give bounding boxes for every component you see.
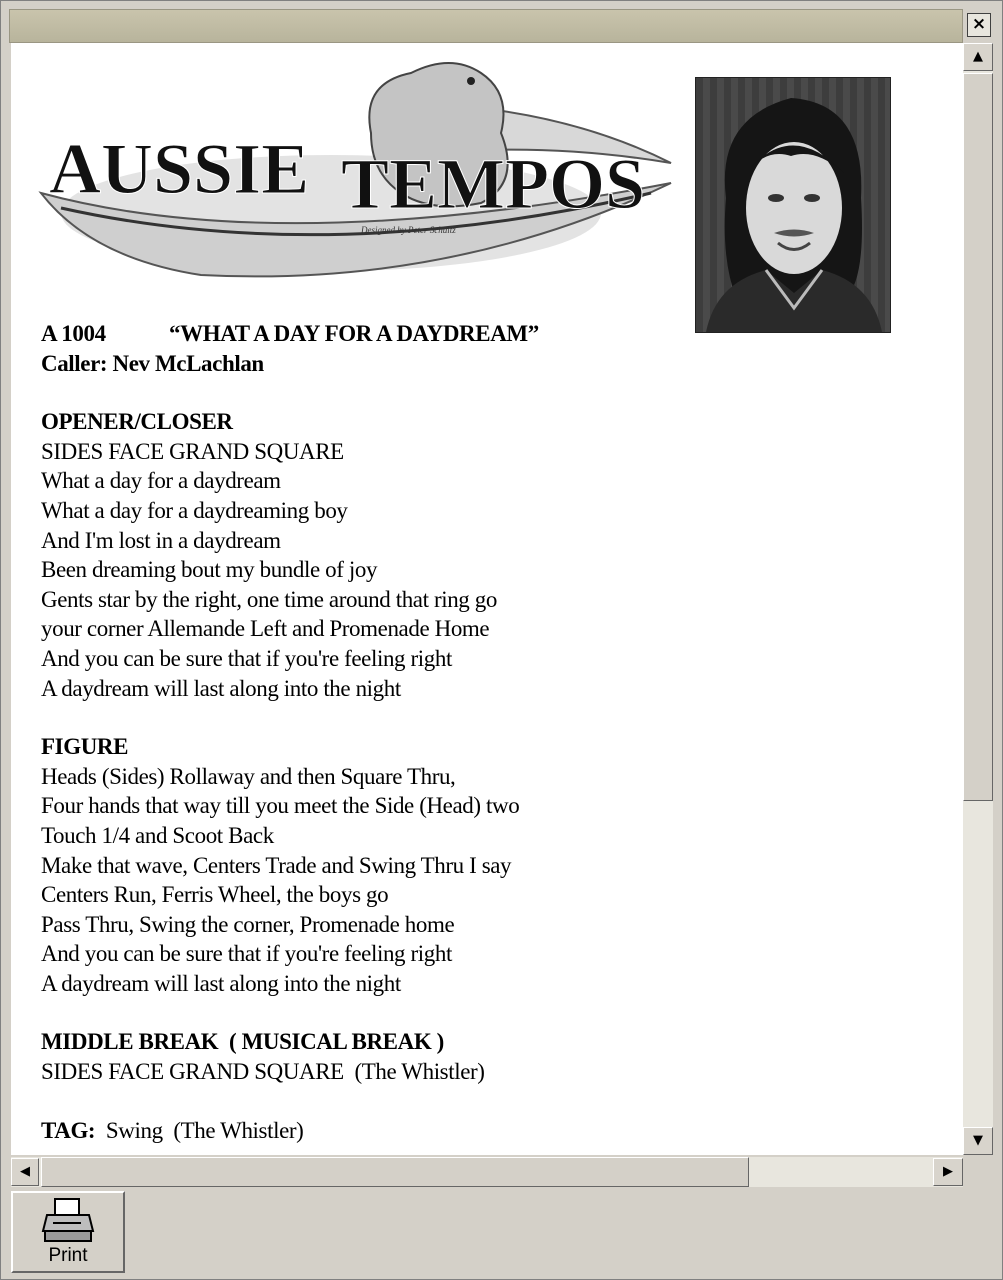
lyric-line: SIDES FACE GRAND SQUARE [41, 438, 344, 464]
logo-word-tempos: TEMPOS [341, 144, 646, 224]
lyric-line: Touch 1/4 and Scoot Back [41, 822, 274, 848]
lyric-line: And I'm lost in a daydream [41, 527, 281, 553]
lyric-line: And you can be sure that if you're feeling right [41, 941, 452, 967]
document-viewport [11, 43, 963, 1155]
song-heading [41, 319, 941, 349]
lyric-line: Pass Thru, Swing the corner, Promenade home [41, 911, 455, 937]
logo-word-aussie: AUSSIE [49, 129, 310, 209]
lyric-line: Heads (Sides) Rollaway and then Square Thru, [41, 763, 456, 789]
lyric-line: And you can be sure that if you're feeling right [41, 645, 452, 671]
scroll-up-button[interactable]: ▲ [963, 43, 993, 71]
lyric-line: SIDES FACE GRAND SQUARE (The Whistler) [41, 1059, 485, 1085]
record-code: A 1004 [41, 321, 106, 346]
scroll-right-button[interactable]: ▶ [933, 1158, 963, 1186]
vertical-scrollbar[interactable] [963, 43, 993, 1155]
tag-line [41, 1116, 941, 1146]
logo-credit: Designed by Peter Schultz [361, 225, 456, 235]
tag-text: Swing (The Whistler) [105, 1117, 304, 1143]
print-button[interactable] [11, 1191, 125, 1273]
middle-break-heading: MIDDLE BREAK ( MUSICAL BREAK ) [41, 1029, 444, 1055]
print-label: Print [48, 1245, 88, 1266]
lyric-line: Been dreaming bout my bundle of joy [41, 557, 378, 583]
lyric-line: A daydream will last along into the night [41, 675, 401, 701]
lyric-line: A daydream will last along into the night [41, 970, 401, 996]
horizontal-scrollbar[interactable] [11, 1157, 963, 1187]
figure-heading: FIGURE [41, 734, 129, 760]
lyric-line: What a day for a daydreaming boy [41, 497, 348, 523]
vertical-scroll-thumb[interactable] [963, 73, 993, 801]
scroll-down-button[interactable]: ▼ [963, 1127, 993, 1155]
caller-name: Caller: Nev McLachlan [41, 350, 264, 376]
lyric-line: Make that wave, Centers Trade and Swing Thru I say [41, 852, 512, 878]
scroll-left-button[interactable]: ◀ [11, 1158, 39, 1186]
opener-heading: OPENER/CLOSER [41, 409, 233, 435]
lyric-line: Gents star by the right, one time around that ring go [41, 586, 497, 612]
printer-icon [41, 1197, 97, 1245]
song-title: “WHAT A DAY FOR A DAYDREAM” [169, 321, 539, 346]
lyric-line: Centers Run, Ferris Wheel, the boys go [41, 882, 389, 908]
close-button[interactable]: × [967, 13, 991, 37]
lyric-line: Four hands that way till you meet the Side (Head) two [41, 793, 520, 819]
tag-label: TAG: [41, 1117, 96, 1143]
horizontal-scroll-thumb[interactable] [41, 1157, 749, 1187]
lyric-line: your corner Allemande Left and Promenade Home [41, 616, 490, 642]
caller-photo [695, 77, 891, 333]
lyric-line: What a day for a daydream [41, 468, 281, 494]
title-bar[interactable] [9, 9, 963, 43]
cue-sheet [41, 319, 941, 1145]
aussie-tempos-logo [31, 43, 691, 303]
